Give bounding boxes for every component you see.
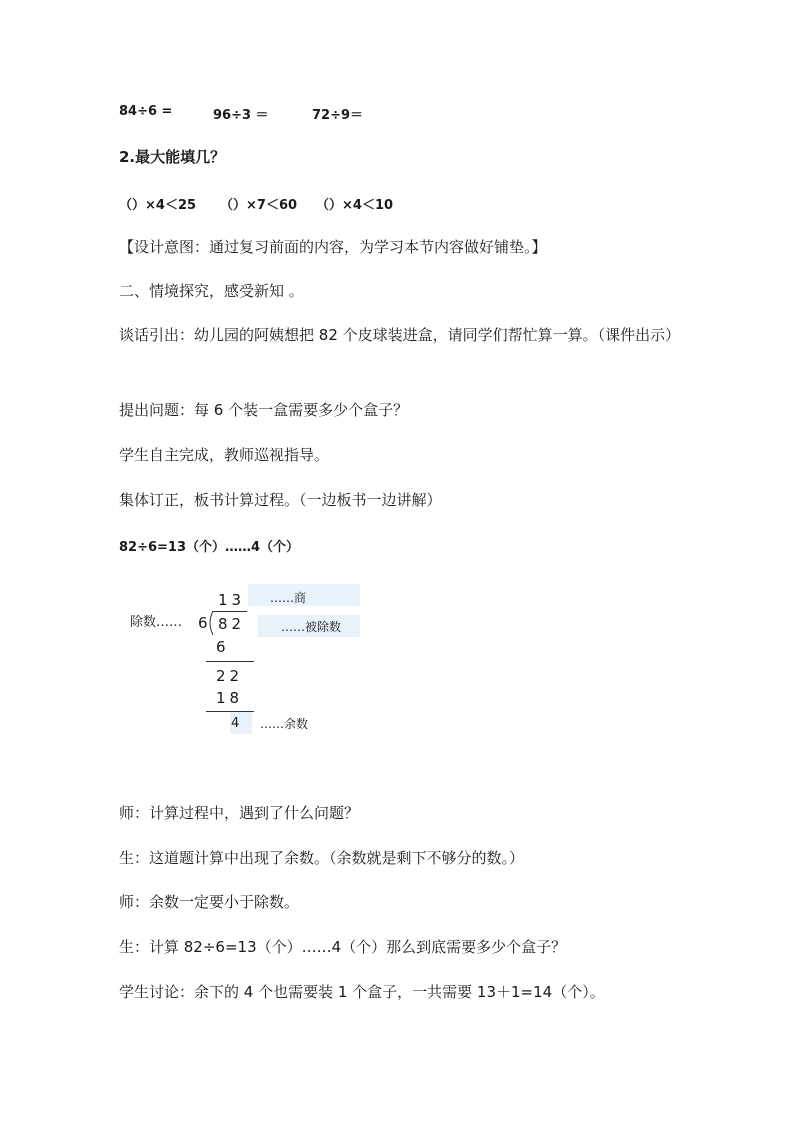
intro-paragraph: 谈话引出：幼儿园的阿姨想把 82 个皮球装进盒，请同学们帮忙算一算。（课件出示） bbox=[119, 326, 681, 344]
question-paragraph: 提出问题：每 6 个装一盒需要多少个盒子？ bbox=[119, 401, 409, 419]
second-product: 18 bbox=[216, 689, 244, 707]
quotient-value: 13 bbox=[218, 591, 246, 609]
fill-blank-3: （）×4＜10 bbox=[316, 198, 394, 213]
equation: 82÷6=13（个）……4（个） bbox=[119, 540, 300, 555]
dialogue-line-4: 生：计算 82÷6=13（个）……4（个）那么到底需要多少个盒子？ bbox=[119, 938, 567, 956]
remainder-label: ……余数 bbox=[260, 717, 309, 731]
divisor-label: 除数…… bbox=[130, 615, 183, 630]
correction-paragraph: 集体订正，板书计算过程。（一边板书一边讲解） bbox=[119, 491, 442, 509]
quotient-label: ……商 bbox=[270, 591, 307, 605]
section-heading: 二、情境探究，感受新知 。 bbox=[119, 282, 304, 300]
design-intent: 【设计意图：通过复习前面的内容，为学习本节内容做好铺垫。】 bbox=[119, 238, 547, 256]
dividend-label: ……被除数 bbox=[281, 620, 342, 634]
subtract-line-1 bbox=[206, 661, 254, 662]
dialogue-line-5: 学生讨论：余下的 4 个也需要装 1 个盒子，一共需要 13＋1=14（个）。 bbox=[119, 983, 605, 1001]
fill-blank-1: （）×4＜25 bbox=[119, 198, 197, 213]
exercise-division-3: 72÷9＝ bbox=[312, 108, 364, 123]
dialogue-line-1: 师：计算过程中，遇到了什么问题？ bbox=[119, 804, 360, 822]
dialogue-line-2: 生：这道题计算中出现了余数。（余数就是剩下不够分的数。） bbox=[119, 849, 525, 867]
exercise-division-1: 84÷6 = bbox=[119, 104, 173, 119]
divisor-value: 6 bbox=[198, 614, 212, 632]
partial-dividend: 22 bbox=[216, 667, 244, 685]
exercise-division-2: 96÷3 ＝ bbox=[213, 108, 269, 123]
division-bracket bbox=[206, 610, 216, 636]
question-2-title: 2.最大能填几？ bbox=[119, 148, 226, 166]
remainder-value: 4 bbox=[231, 716, 244, 731]
dividend-value: 82 bbox=[218, 615, 246, 633]
students-work-paragraph: 学生自主完成，教师巡视指导。 bbox=[119, 446, 330, 464]
division-bar bbox=[213, 611, 247, 612]
dialogue-line-3: 师：余数一定要小于除数。 bbox=[119, 893, 300, 911]
fill-blank-2: （）×7＜60 bbox=[220, 198, 298, 213]
subtract-line-2 bbox=[206, 711, 254, 712]
first-product: 6 bbox=[216, 638, 230, 656]
